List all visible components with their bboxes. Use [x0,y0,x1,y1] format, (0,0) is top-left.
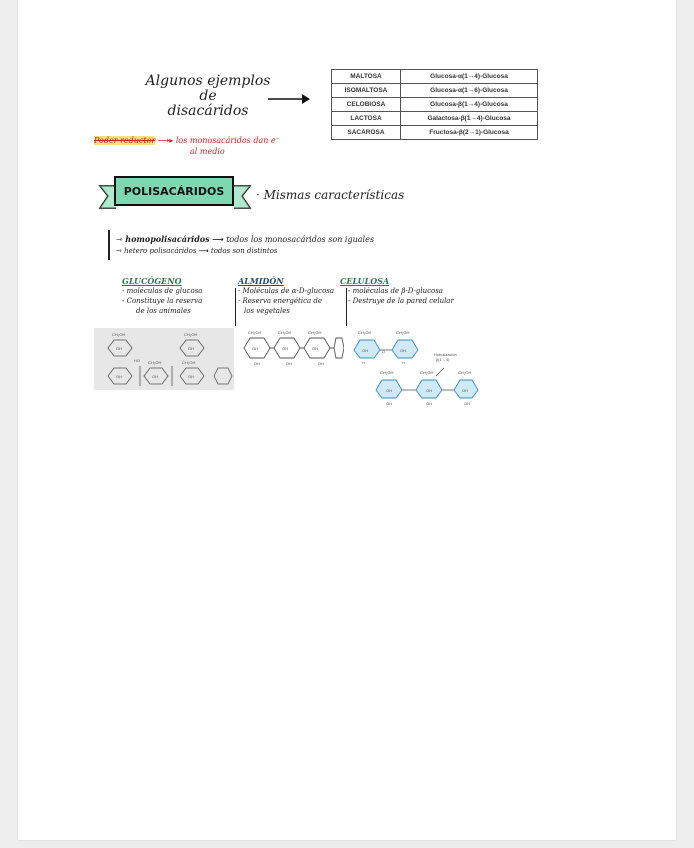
arrow-right-icon [266,92,312,106]
polysaccharides-title: POLISACÁRIDOS [114,176,234,206]
reducing-power-note [94,136,280,145]
sugar-name: SACAROSA [332,126,401,140]
arrow-right-icon: ⇾ [116,247,122,255]
cellulose-title: CELULOSA [340,276,390,286]
oh-label: OH [282,346,288,351]
ch2oh-label: CH₂OH [278,330,292,335]
glycogen-line-3: de los animales [136,307,191,315]
starch-title: ALMIDÓN [238,276,284,286]
examples-title [133,74,283,119]
ch2oh-label: CH₂OH [148,360,162,365]
cellulose-column [340,276,490,306]
hydrolysis-label: Hidrolización [434,352,457,357]
ch2oh-label: CH₂OH [396,330,410,335]
oh-label: OH [426,388,432,393]
hetero-label: hetero polisacáridos [124,247,197,255]
ch2oh-label: CH₂OH [248,330,262,335]
oh-label: OH [188,374,194,379]
examples-title-line-1: Algunos ejemplos [145,73,271,89]
notes-page [18,0,676,840]
reducing-power-text: los monosacáridos dan e⁻ [175,136,280,145]
oh-label: OH [426,401,432,406]
o-label: O [382,349,386,354]
starch-column [238,276,348,316]
table-row [332,84,538,98]
ch2oh-label: CH₂OH [358,330,372,335]
reducing-power-label: Poder reductor [94,136,156,145]
ch2oh-label: CH₂OH [380,370,394,375]
cellulose-line-2: - Destruye de la pared celular [348,297,454,305]
oh-label: OH [286,361,292,366]
oh-label: OH [386,388,392,393]
oh-label: OH [152,374,158,379]
starch-line-2: · Reserva energética de [238,297,323,305]
arrow-right-icon: ⟶ [212,235,227,244]
examples-title-line-2: de [199,88,217,104]
examples-title-line-3: disacáridos [167,103,249,119]
polysaccharides-subtitle: · Mismas características [256,188,405,202]
arrow-right-icon: ⟶ [198,247,211,255]
glycogen-title: GLUCÓGENO [122,276,182,286]
h-label: H [402,360,405,365]
table-row [332,70,538,84]
ho-label: HO [134,358,140,363]
table-row [332,126,538,140]
starch-diagram [240,328,344,368]
sugar-bond: Glucosa-α(1→4)-Glucosa [401,70,538,84]
arrow-right-icon: ⇾ [116,235,123,244]
bracket-line [108,230,110,260]
beta-link-label: β(1→4) [436,357,450,362]
glycogen-line-1: - moléculas de glucosa [122,287,203,295]
oh-label: OH [116,374,122,379]
sugar-name: MALTOSA [332,70,401,84]
oh-label: OH [462,388,468,393]
oh-label: OH [252,346,258,351]
hetero-line [116,247,277,255]
polysaccharides-banner [96,176,256,214]
column-divider [235,288,236,326]
sugar-bond: Glucosa-β(1→4)-Glucosa [401,98,538,112]
oh-label: OH [362,348,368,353]
cellulose-line-1: - moléculas de β-D-glucosa [348,287,443,295]
sugar-name: CELOBIOSA [332,98,401,112]
ch2oh-label: CH₂OH [182,360,196,365]
cellulose-diagram [352,328,484,408]
reducing-power-text-2: al medio [190,147,225,156]
oh-label: OH [464,401,470,406]
ch2oh-label: CH₂OH [458,370,472,375]
starch-line-3: los vegetales [244,307,290,315]
ch2oh-label: CH₂OH [308,330,322,335]
sugar-bond: Fructosa-β(2→1)-Glucosa [401,126,538,140]
oh-label: OH [318,361,324,366]
oh-label: OH [400,348,406,353]
sugar-bond: Glucosa-α(1→6)-Glucosa [401,84,538,98]
ch2oh-label: CH₂OH [112,332,126,337]
sugar-name: LACTOSA [332,112,401,126]
sugar-name: ISOMALTOSA [332,84,401,98]
oh-label: OH [188,346,194,351]
starch-line-1: · Moléculas de α-D-glucosa [238,287,335,295]
h-label: H [362,360,365,365]
oh-label: OH [386,401,392,406]
arrow-right-icon: ⟶▸ [157,136,174,145]
glycogen-line-2: - Constituye la reserva [122,297,203,305]
hetero-text: todos son distintos [210,247,278,255]
homo-line [116,234,374,244]
homo-label: homopolisacáridos [125,234,210,244]
table-row [332,112,538,126]
oh-label: OH [254,361,260,366]
sugar-bond: Galactosa-β(1→4)-Glucosa [401,112,538,126]
disaccharides-table [331,69,538,140]
oh-label: OH [116,346,122,351]
homo-text: todos los monosacáridos son iguales [226,235,374,244]
glycogen-diagram [94,328,234,390]
table-row [332,98,538,112]
glycogen-column [122,276,242,316]
oh-label: OH [312,346,318,351]
ch2oh-label: CH₂OH [184,332,198,337]
ch2oh-label: CH₂OH [420,370,434,375]
